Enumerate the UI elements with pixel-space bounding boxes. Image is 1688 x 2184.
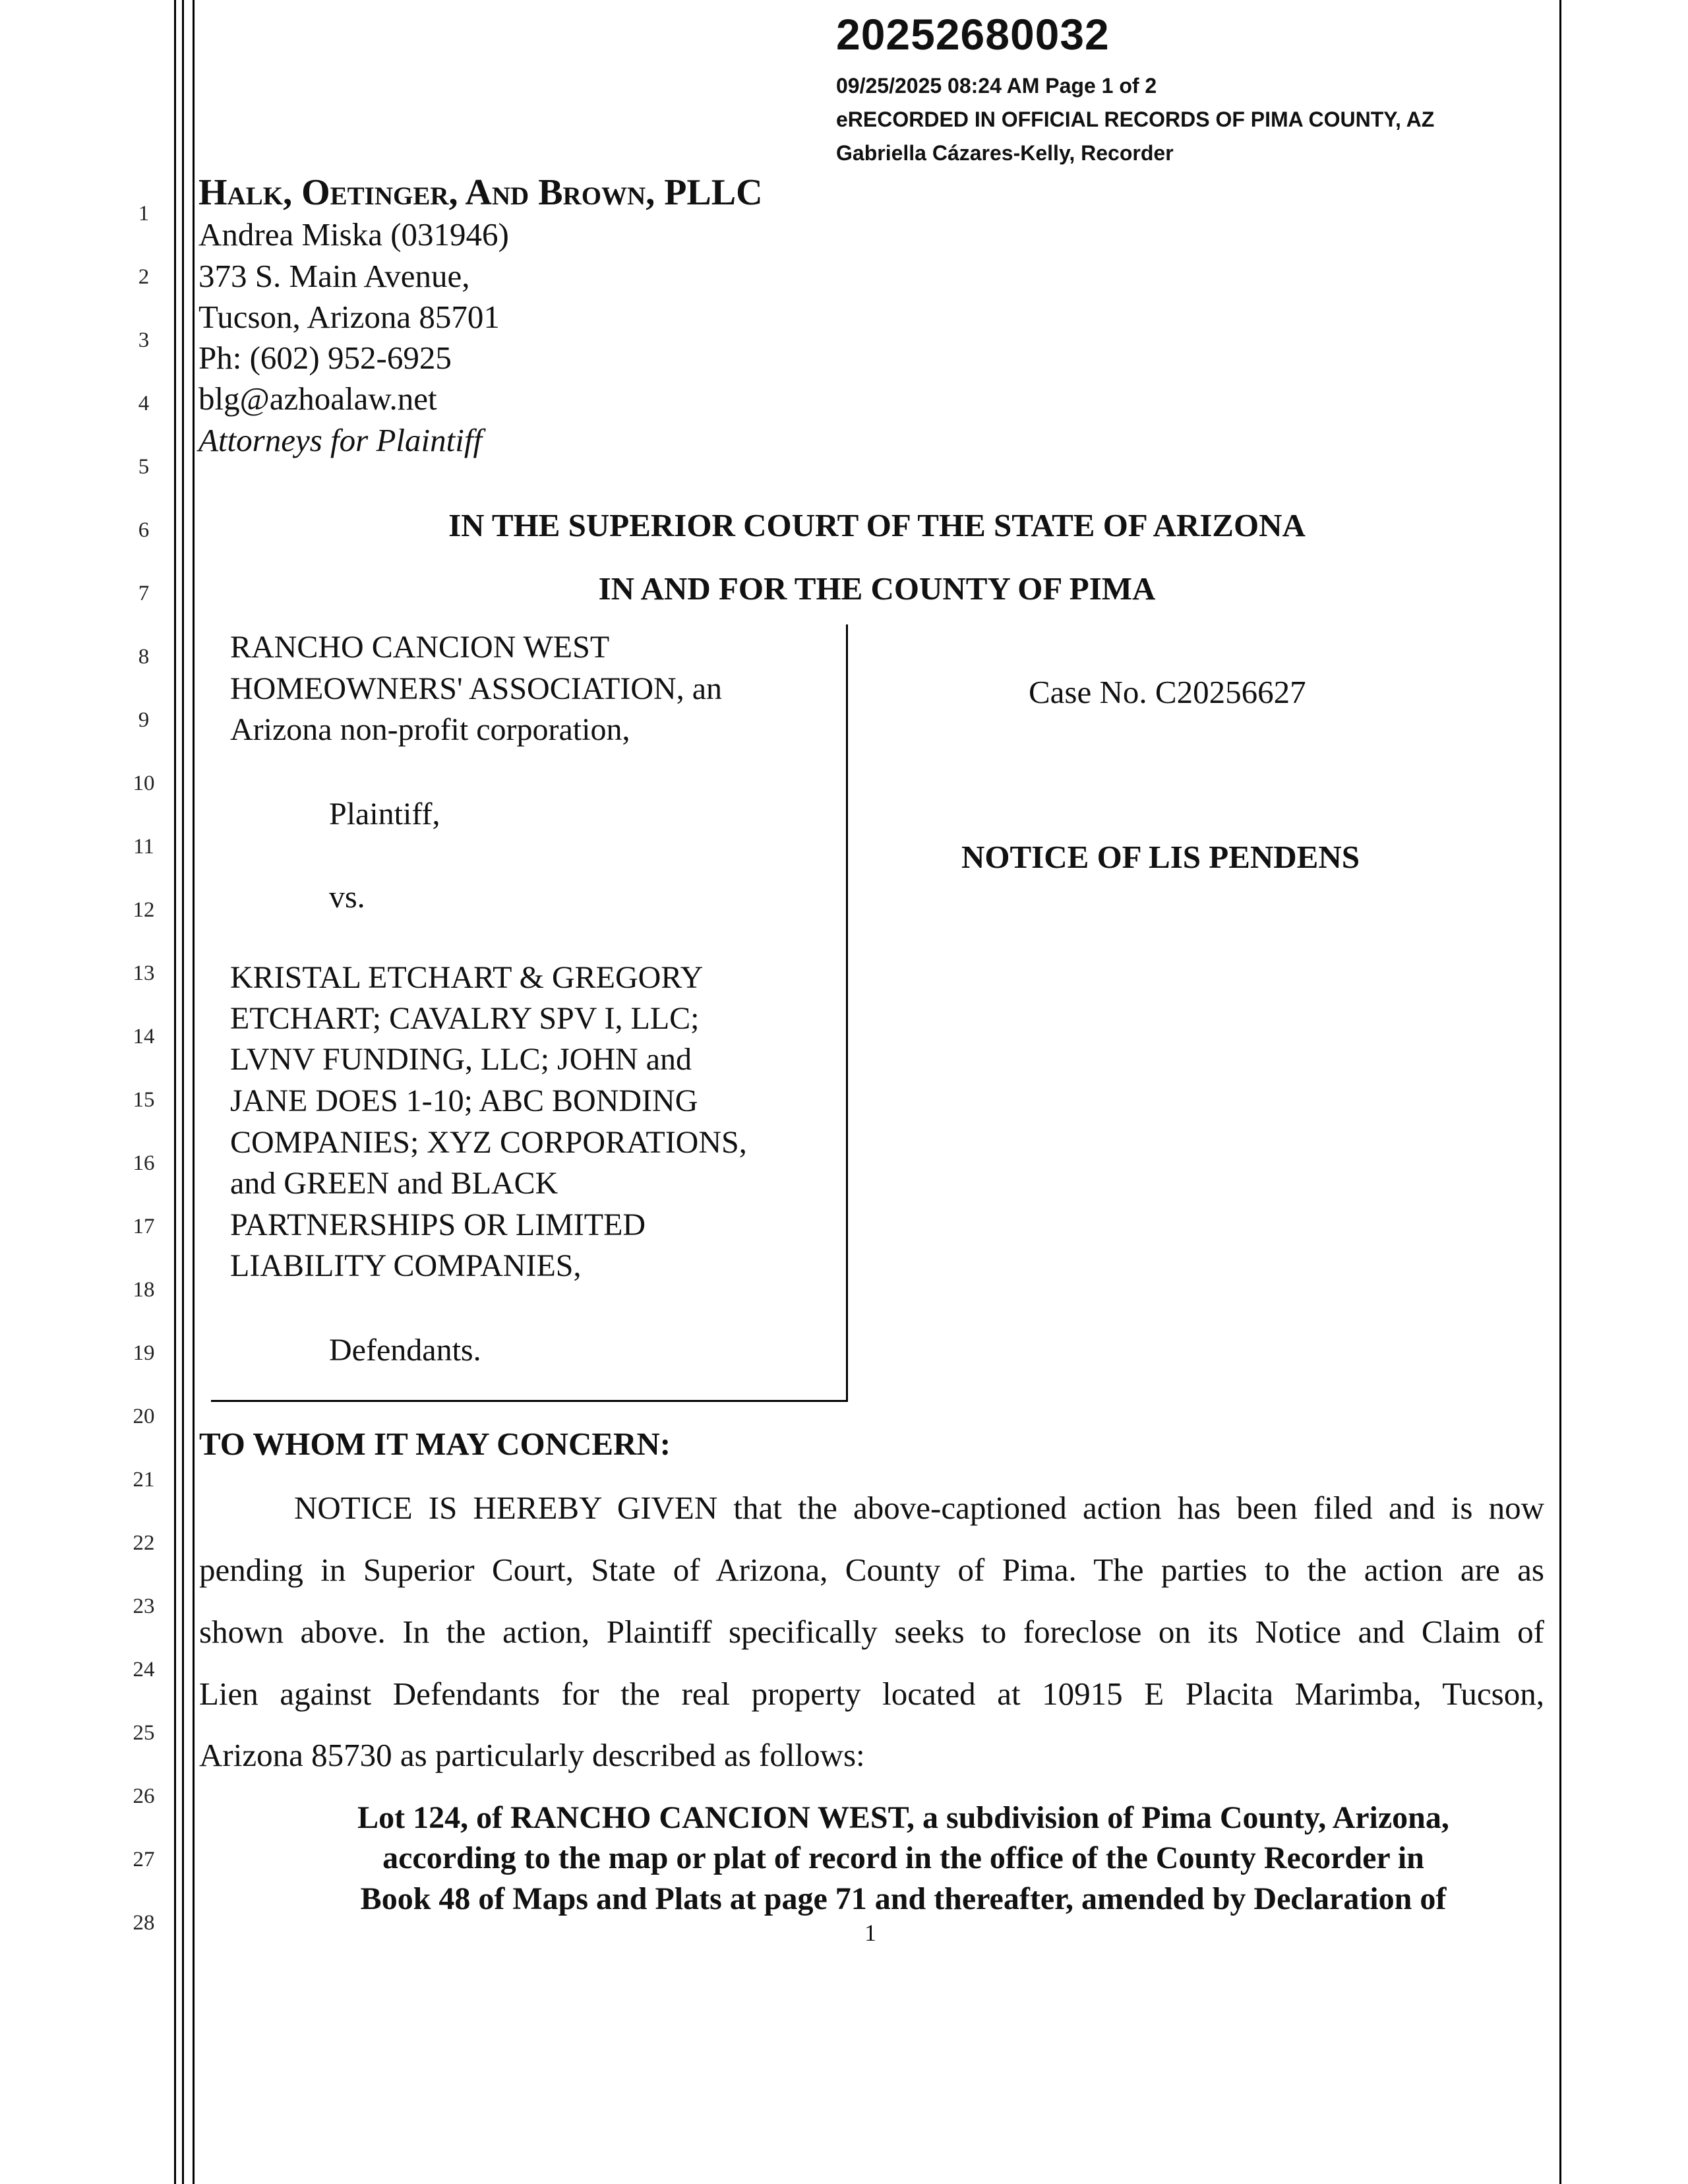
body-line: pending in Superior Court, State of Arizona, County of Pima. The parties to the action are as [199, 1552, 1544, 1588]
line-number: 23 [133, 1594, 155, 1618]
recording-recorder: Gabriella Cázares-Kelly, Recorder [836, 141, 1174, 165]
caption-vertical-rule [846, 624, 848, 1401]
defendant-line: LVNV FUNDING, LLC; JOHN and [230, 1042, 692, 1077]
line-number: 22 [133, 1531, 155, 1555]
line-number: 14 [133, 1025, 155, 1048]
attorney-name: Andrea Miska (031946) [198, 216, 509, 253]
firm-name: Halk, Oetinger, And Brown, PLLC [198, 172, 763, 213]
line-number: 19 [133, 1341, 155, 1365]
line-number: 27 [133, 1848, 155, 1871]
recording-timestamp: 09/25/2025 08:24 AM Page 1 of 2 [836, 74, 1157, 98]
line-number: 20 [133, 1405, 155, 1428]
line-number: 17 [133, 1215, 155, 1238]
attorney-address-line-1: 373 S. Main Avenue, [198, 258, 470, 294]
legal-description-line: Book 48 of Maps and Plats at page 71 and thereafter, amended by Declaration of [360, 1881, 1447, 1916]
court-heading-line-2: IN AND FOR THE COUNTY OF PIMA [598, 570, 1156, 607]
legal-description-line: according to the map or plat of record in the office of the County Recorder in [382, 1840, 1424, 1875]
line-number: 6 [138, 518, 150, 542]
line-number: 12 [133, 898, 155, 922]
line-number: 28 [133, 1911, 155, 1935]
line-number: 16 [133, 1151, 155, 1175]
defendant-line: COMPANIES; XYZ CORPORATIONS, [230, 1125, 747, 1160]
line-number: 25 [133, 1721, 155, 1745]
margin-rule-outer [174, 0, 176, 2184]
legal-description-line: Lot 124, of RANCHO CANCION WEST, a subdivision of Pima County, Arizona, [357, 1800, 1449, 1835]
line-number: 15 [133, 1088, 155, 1112]
case-number: Case No. C20256627 [1029, 674, 1306, 710]
body-line: NOTICE IS HEREBY GIVEN that the above-captioned action has been filed and is now [294, 1490, 1544, 1526]
plaintiff-line: Arizona non-profit corporation, [230, 712, 630, 747]
attorney-role: Attorneys for Plaintiff [198, 422, 483, 458]
defendant-line: JANE DOES 1-10; ABC BONDING [230, 1083, 698, 1118]
defendant-line: PARTNERSHIPS OR LIMITED [230, 1207, 646, 1242]
line-number: 21 [133, 1468, 155, 1492]
line-number: 18 [133, 1278, 155, 1302]
margin-rule-middle [182, 0, 184, 2184]
recording-official-records: eRECORDED IN OFFICIAL RECORDS OF PIMA COUNTY, AZ [836, 107, 1435, 131]
plaintiff-line: HOMEOWNERS' ASSOCIATION, an [230, 671, 722, 706]
defendant-line: KRISTAL ETCHART & GREGORY [230, 960, 704, 995]
line-number: 2 [138, 265, 150, 289]
recording-number: 20252680032 [836, 10, 1110, 59]
document-title: NOTICE OF LIS PENDENS [961, 839, 1360, 875]
caption-bottom-rule [211, 1400, 848, 1402]
plaintiff-label: Plaintiff, [329, 797, 440, 832]
versus-label: vs. [329, 880, 365, 915]
salutation: TO WHOM IT MAY CONCERN: [199, 1426, 671, 1462]
plaintiff-line: RANCHO CANCION WEST [230, 630, 610, 665]
attorney-phone: Ph: (602) 952-6925 [198, 340, 452, 376]
line-number: 9 [138, 708, 150, 732]
defendant-label: Defendants. [329, 1333, 481, 1368]
defendant-line: LIABILITY COMPANIES, [230, 1248, 582, 1283]
line-number: 7 [138, 582, 150, 605]
line-number: 5 [138, 455, 150, 479]
line-number: 4 [138, 392, 150, 415]
body-line: shown above. In the action, Plaintiff specifically seeks to foreclose on its Notice and Claim of [199, 1614, 1544, 1650]
line-number: 8 [138, 645, 150, 669]
line-number: 24 [133, 1658, 155, 1682]
margin-rule-inner [193, 0, 195, 2184]
line-number: 3 [138, 328, 150, 352]
line-number: 1 [138, 202, 150, 226]
line-number: 10 [133, 772, 155, 795]
line-number: 26 [133, 1784, 155, 1808]
attorney-address-line-2: Tucson, Arizona 85701 [198, 299, 500, 335]
court-heading-line-1: IN THE SUPERIOR COURT OF THE STATE OF ARIZONA [448, 507, 1306, 543]
body-line: Arizona 85730 as particularly described as follows: [199, 1737, 865, 1773]
defendant-line: and GREEN and BLACK [230, 1166, 558, 1201]
attorney-email: blg@azhoalaw.net [198, 380, 437, 417]
body-line: Lien against Defendants for the real property located at 10915 E Placita Marimba, Tucson, [199, 1676, 1544, 1712]
defendant-line: ETCHART; CAVALRY SPV I, LLC; [230, 1001, 700, 1036]
line-number: 11 [133, 835, 154, 859]
line-number: 13 [133, 961, 155, 985]
margin-rule-right [1559, 0, 1561, 2184]
page-number: 1 [864, 1920, 876, 1946]
